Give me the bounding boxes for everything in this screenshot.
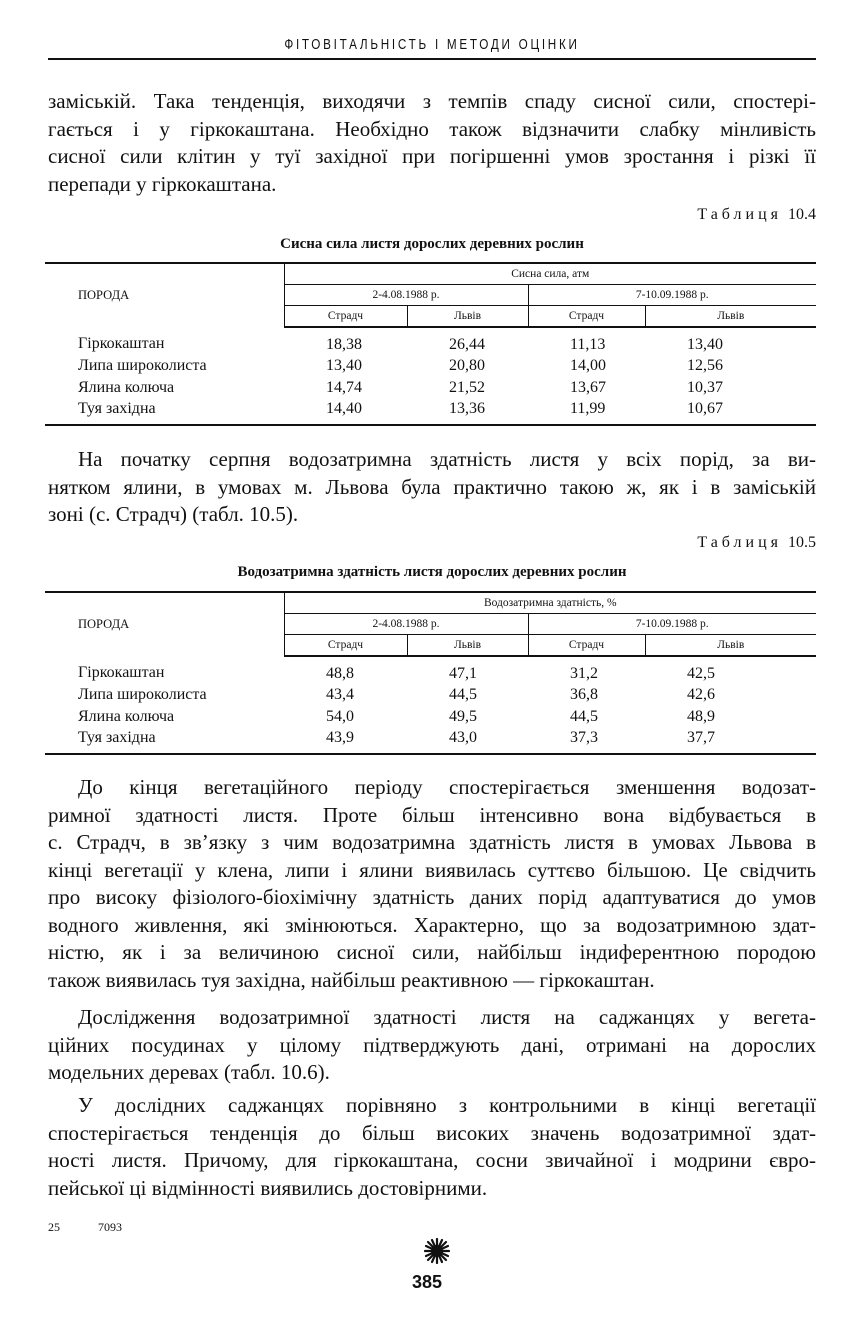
table-label-word: Таблиця bbox=[697, 534, 782, 551]
header-rule bbox=[48, 58, 816, 60]
sub-header: Страдч bbox=[284, 635, 407, 657]
table-row bbox=[45, 377, 816, 399]
table-row bbox=[45, 399, 816, 426]
sub-header: Страдч bbox=[528, 635, 645, 657]
text-line: також виявилась туя західна, найбільш реактивною — гіркокаштан. bbox=[48, 967, 655, 992]
table-title-10-5: Водозатримна здатність листя дорослих деревних рослин bbox=[237, 564, 627, 580]
column-group-header: Сисна сила, атм bbox=[284, 263, 816, 285]
cell: 13,36 bbox=[407, 399, 528, 426]
starburst-ornament-icon bbox=[424, 1238, 450, 1264]
cell: 11,13 bbox=[570, 335, 606, 353]
text-line: пейської ці відмінності виявились достовірними. bbox=[48, 1175, 488, 1200]
row-name: Туя західна bbox=[45, 399, 284, 426]
table-label-number: 10.5 bbox=[788, 534, 816, 551]
text-line: модельних деревах (табл. 10.6). bbox=[48, 1060, 330, 1084]
paragraph-4 bbox=[48, 1004, 816, 1087]
period-header-2: 7-10.09.1988 р. bbox=[528, 285, 816, 306]
period-header-1: 2-4.08.1988 р. bbox=[284, 285, 528, 306]
cell: 48,9 bbox=[687, 707, 715, 725]
cell: 36,8 bbox=[570, 686, 598, 704]
cell: 18,38 bbox=[326, 335, 362, 353]
table-title-10-4: Сисна сила листя дорослих деревних рослин bbox=[280, 236, 584, 252]
cell: 44,5 bbox=[449, 686, 477, 704]
table-label-word: Таблиця bbox=[697, 206, 782, 223]
text-line: заміській. Така тенденція, виходячи з темпів спаду сисної сили, спостері- bbox=[48, 89, 816, 113]
text-line: До кінця вегетаційного періоду спостерігається зменшення водозат- bbox=[78, 775, 816, 799]
table-label-10-4 bbox=[697, 206, 816, 224]
cell: 14,00 bbox=[570, 357, 606, 375]
table-label-number: 10.4 bbox=[788, 206, 816, 223]
sub-header: Львів bbox=[407, 306, 528, 328]
cell: 21,52 bbox=[449, 378, 485, 396]
cell: 26,44 bbox=[449, 335, 485, 353]
cell: 37,3 bbox=[528, 728, 645, 755]
cell: 43,4 bbox=[326, 686, 354, 704]
text-line: У дослідних саджанцях порівняно з контрольними в кінці вегетації bbox=[78, 1093, 816, 1117]
cell: 20,80 bbox=[449, 357, 485, 375]
text-line: перепади у гіркокаштана. bbox=[48, 171, 277, 196]
table-row bbox=[45, 685, 816, 707]
page-number: 385 bbox=[412, 1272, 443, 1292]
cell: 43,0 bbox=[407, 728, 528, 755]
paragraph-1 bbox=[48, 88, 816, 198]
cell: 44,5 bbox=[570, 707, 598, 725]
text-line: сисної сили клітин у туї західної при погіршенні умов зростання і різкі її bbox=[48, 144, 816, 168]
table-10-5 bbox=[45, 591, 816, 755]
row-name: Ялина колюча bbox=[78, 707, 175, 725]
row-name: Липа широколиста bbox=[78, 686, 207, 704]
row-name: Ялина колюча bbox=[78, 378, 175, 396]
column-header-poroda: ПОРОДА bbox=[45, 592, 284, 656]
text-line: ністю, як і за величиною сисної сили, найбільш індиферентною породою bbox=[48, 940, 816, 964]
table-10-4 bbox=[45, 262, 816, 426]
text-line: гається і у гіркокаштана. Необхідно також відзначити слабку мінливість bbox=[48, 116, 816, 141]
cell: 13,67 bbox=[570, 378, 606, 396]
text-line: кінці вегетації у клена, липи і ялини виявилась суттєво більшою. Це свідчить bbox=[48, 857, 816, 882]
table-row bbox=[45, 356, 816, 378]
signature-order: 7093 bbox=[98, 1220, 122, 1234]
cell: 48,8 bbox=[326, 664, 354, 682]
period-header-1: 2-4.08.1988 р. bbox=[284, 614, 528, 635]
sub-header: Львів bbox=[645, 635, 816, 657]
cell: 11,99 bbox=[528, 399, 645, 426]
row-name: Гіркокаштан bbox=[78, 664, 165, 682]
row-name: Гіркокаштан bbox=[78, 335, 165, 353]
text-line: про високу фізіолого-біохімічну здатність даних порід адаптуватися до умов bbox=[48, 885, 816, 909]
cell: 31,2 bbox=[570, 664, 598, 682]
paragraph-2 bbox=[48, 446, 816, 529]
cell: 13,40 bbox=[326, 357, 362, 375]
text-line: На початку серпня водозатримна здатність листя у всіх порід, за ви- bbox=[78, 447, 816, 471]
text-line: ційних посудинах у цілому підтверджують дані, отримані на дорослих bbox=[48, 1032, 816, 1057]
paragraph-3 bbox=[48, 774, 816, 994]
table-row bbox=[45, 656, 816, 685]
sub-header: Страдч bbox=[284, 306, 407, 328]
paragraph-5 bbox=[48, 1092, 816, 1202]
printer-signature bbox=[48, 1220, 160, 1235]
text-line: Дослідження водозатримної здатності листя на саджанцях у вегета- bbox=[78, 1005, 816, 1029]
row-name: Туя західна bbox=[45, 728, 284, 755]
cell: 43,9 bbox=[284, 728, 407, 755]
signature-sheet: 25 bbox=[48, 1220, 60, 1234]
table-row bbox=[45, 327, 816, 356]
cell: 10,67 bbox=[645, 399, 816, 426]
table-label-10-5 bbox=[697, 534, 816, 552]
sub-header: Львів bbox=[645, 306, 816, 328]
cell: 42,5 bbox=[687, 664, 715, 682]
text-line: римної здатності листя. Проте більш інтенсивно вона відбувається в bbox=[48, 802, 816, 827]
text-line: ності листя. Причому, для гіркокаштана, сосни звичайної і модрини євро- bbox=[48, 1148, 816, 1172]
row-name: Липа широколиста bbox=[78, 357, 207, 375]
table-row bbox=[45, 706, 816, 728]
text-line: спостерігається тенденція до більш високих значень водозатримної здат- bbox=[48, 1120, 816, 1145]
period-header-2: 7-10.09.1988 р. bbox=[528, 614, 816, 635]
cell: 47,1 bbox=[449, 664, 477, 682]
running-head: ФІТОВІТАЛЬНІСТЬ І МЕТОДИ ОЦІНКИ bbox=[284, 36, 580, 53]
cell: 12,56 bbox=[687, 357, 723, 375]
cell: 14,40 bbox=[284, 399, 407, 426]
cell: 49,5 bbox=[449, 707, 477, 725]
sub-header: Львів bbox=[407, 635, 528, 657]
cell: 10,37 bbox=[687, 378, 723, 396]
text-line: с. Страдч, в зв’язку з чим водозатримна здатність листя в умовах Львова в bbox=[48, 830, 816, 854]
text-line: водного живлення, які змінюються. Характерно, що за водозатримною здат- bbox=[48, 912, 816, 937]
column-header-poroda: ПОРОДА bbox=[45, 263, 284, 327]
column-group-header: Водозатримна здатність, % bbox=[284, 592, 816, 614]
cell: 14,74 bbox=[326, 378, 362, 396]
cell: 13,40 bbox=[687, 335, 723, 353]
sub-header: Страдч bbox=[528, 306, 645, 328]
cell: 42,6 bbox=[687, 686, 715, 704]
cell: 54,0 bbox=[326, 707, 354, 725]
cell: 37,7 bbox=[645, 728, 816, 755]
text-line: зоні (с. Страдч) (табл. 10.5). bbox=[48, 502, 299, 526]
table-row bbox=[45, 728, 816, 755]
text-line: нятком ялини, в умовах м. Львова була практично такою ж, як і в заміській bbox=[48, 474, 816, 499]
